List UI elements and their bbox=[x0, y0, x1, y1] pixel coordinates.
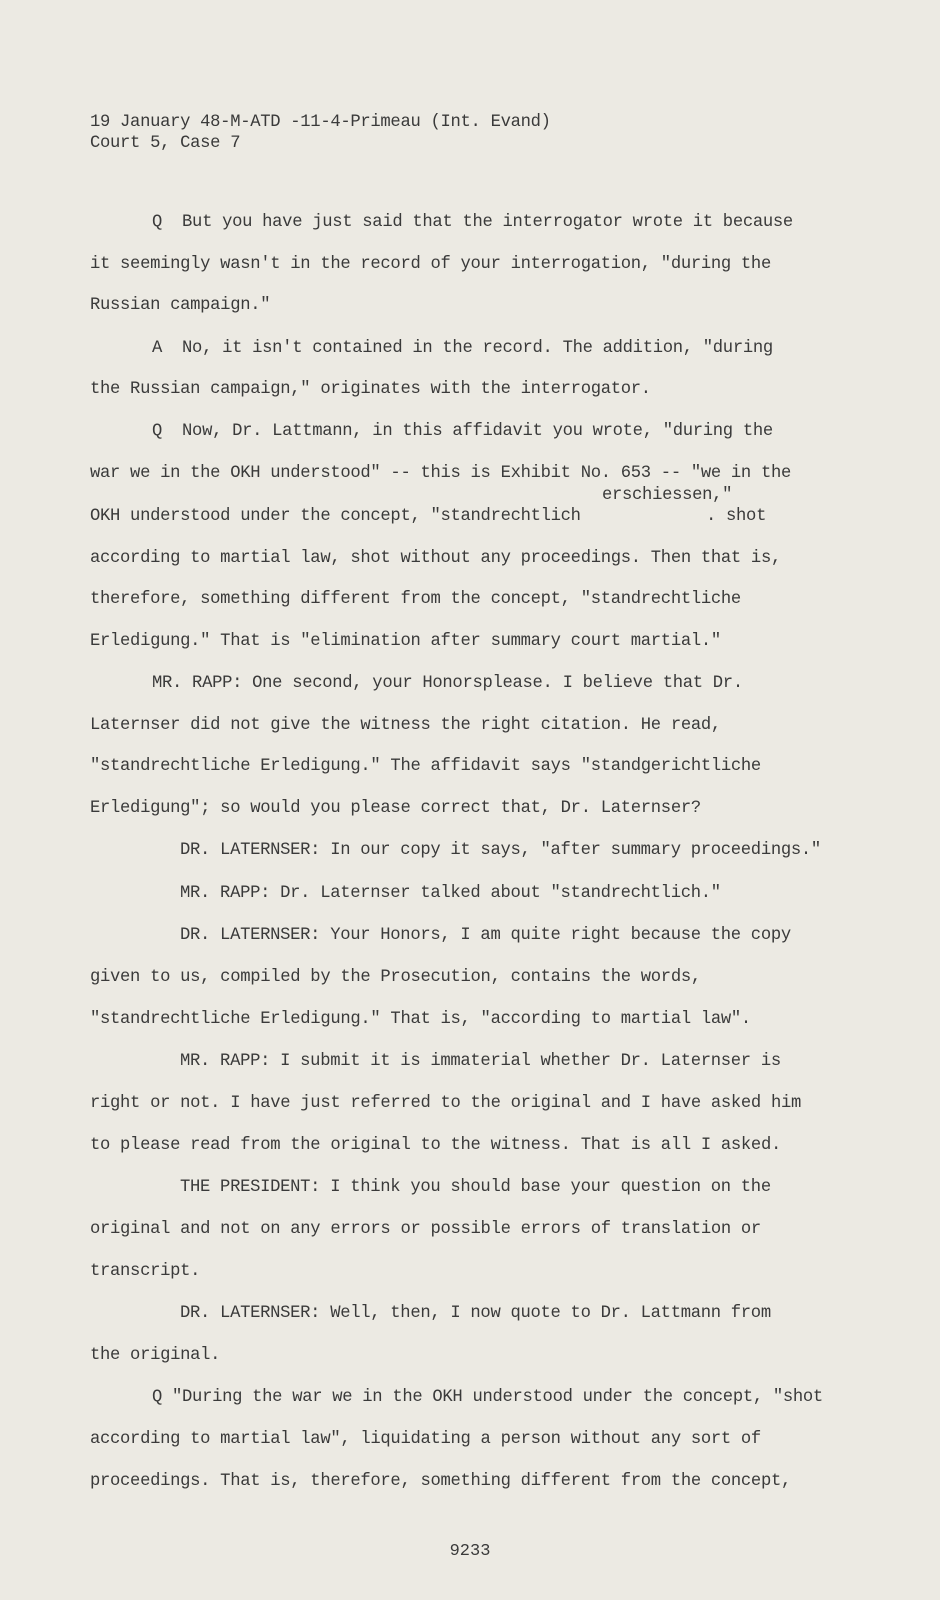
text-line: Q "During the war we in the OKH understood under the concept, "shot bbox=[152, 1388, 823, 1407]
text-line: Erledigung." That is "elimination after summary court martial." bbox=[90, 632, 721, 651]
text-line: Erledigung"; so would you please correct that, Dr. Laternser? bbox=[90, 799, 701, 818]
text-line: MR. RAPP: One second, your Honorsplease. I believe that Dr. bbox=[152, 674, 743, 693]
text-line: Q But you have just said that the interrogator wrote it because bbox=[152, 213, 793, 232]
text-line: the Russian campaign," originates with the interrogator. bbox=[90, 380, 651, 399]
text-line: A No, it isn't contained in the record. The addition, "during bbox=[152, 339, 773, 358]
text-line: given to us, compiled by the Prosecution, contains the words, bbox=[90, 968, 701, 987]
text-line: OKH understood under the concept, "standrechtlich bbox=[90, 507, 581, 526]
text-line: DR. LATERNSER: In our copy it says, "after summary proceedings." bbox=[180, 841, 821, 860]
text-line: MR. RAPP: Dr. Laternser talked about "standrechtlich." bbox=[180, 884, 721, 903]
text-line: according to martial law, shot without any proceedings. Then that is, bbox=[90, 549, 781, 568]
text-line: the original. bbox=[90, 1346, 221, 1365]
header-line-2: Court 5, Case 7 bbox=[90, 134, 241, 153]
page-number: 9233 bbox=[449, 1542, 491, 1561]
text-line: war we in the OKH understood" -- this is Exhibit No. 653 -- "we in the bbox=[90, 464, 791, 483]
text-line: therefore, something different from the concept, "standrechtliche bbox=[90, 590, 741, 609]
text-line: according to martial law", liquidating a person without any sort of bbox=[90, 1430, 761, 1449]
text-line: it seemingly wasn't in the record of your interrogation, "during the bbox=[90, 255, 771, 274]
text-line: proceedings. That is, therefore, something different from the concept, bbox=[90, 1472, 791, 1491]
text-line: Q Now, Dr. Lattmann, in this affidavit you wrote, "during the bbox=[152, 422, 773, 441]
text-line: to please read from the original to the witness. That is all I asked. bbox=[90, 1136, 781, 1155]
text-line: DR. LATERNSER: Your Honors, I am quite right because the copy bbox=[180, 926, 791, 945]
header-line-1: 19 January 48-M-ATD -11-4-Primeau (Int. Evand) bbox=[90, 113, 551, 132]
text-line: THE PRESIDENT: I think you should base your question on the bbox=[180, 1178, 771, 1197]
text-line: "standrechtliche Erledigung." That is, "according to martial law". bbox=[90, 1010, 751, 1029]
text-line: MR. RAPP: I submit it is immaterial whether Dr. Laternser is bbox=[180, 1052, 781, 1071]
text-line: DR. LATERNSER: Well, then, I now quote to Dr. Lattmann from bbox=[180, 1304, 771, 1323]
text-line-fragment: . shot bbox=[706, 507, 767, 526]
text-line-insert: erschiessen," bbox=[602, 486, 733, 505]
text-line: transcript. bbox=[90, 1262, 201, 1281]
text-line: Russian campaign." bbox=[90, 296, 271, 315]
text-line: "standrechtliche Erledigung." The affidavit says "standgerichtliche bbox=[90, 757, 761, 776]
text-line: Laternser did not give the witness the right citation. He read, bbox=[90, 716, 721, 735]
text-line: right or not. I have just referred to the original and I have asked him bbox=[90, 1094, 802, 1113]
text-line: original and not on any errors or possible errors of translation or bbox=[90, 1220, 761, 1239]
